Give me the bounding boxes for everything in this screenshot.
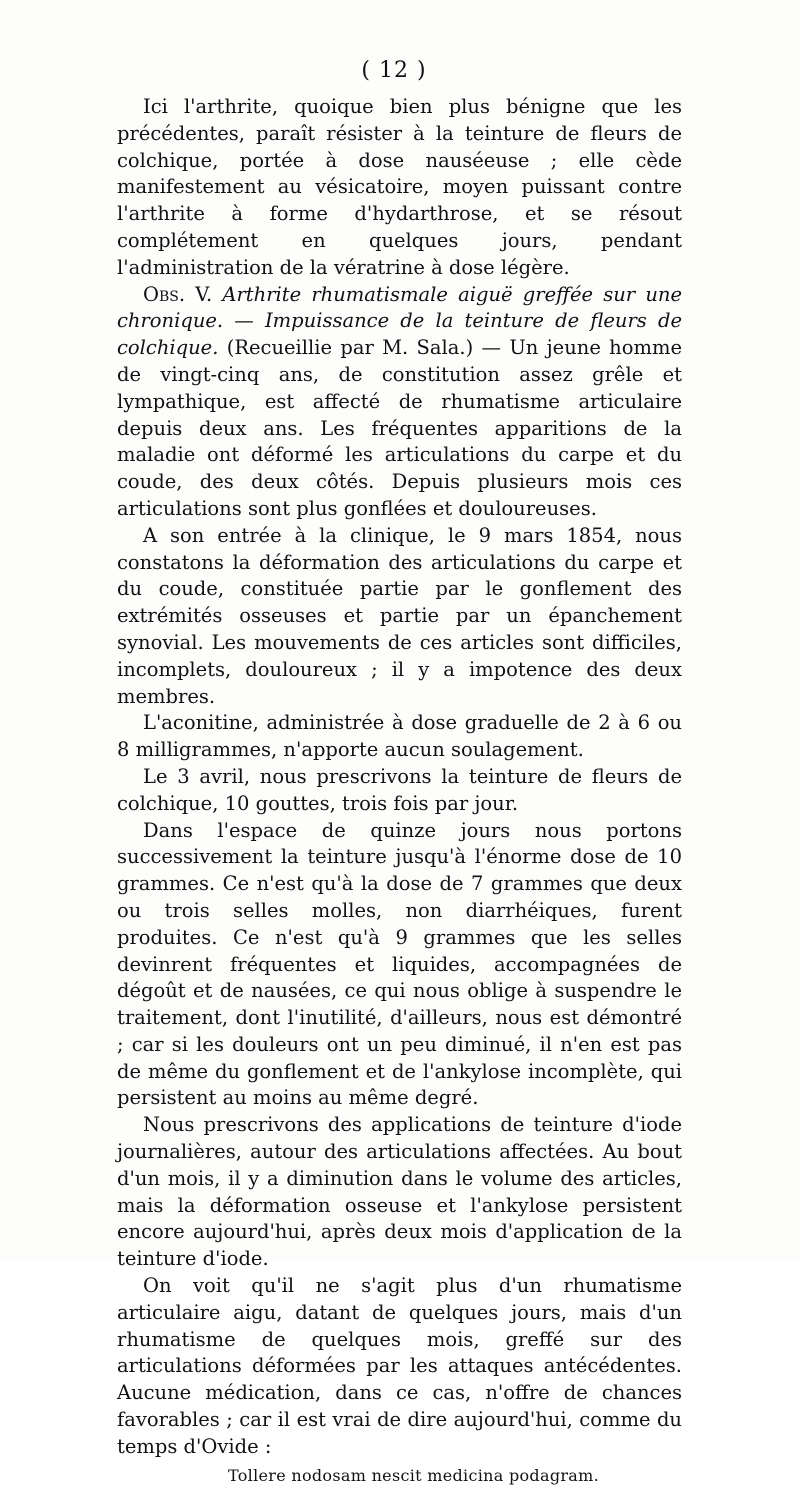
paragraph-4: L'aconitine, administrée à dose graduelle de 2 à 6 ou 8 milligrammes, n'apporte aucun soulagement. [117,711,682,762]
paragraph-6: Dans l'espace de quinze jours nous portons successivement la teinture jusqu'à l'énorme dose de 10 grammes. Ce n'est qu'à la dose de 7 grammes que deux ou trois selles molles, non diarrhéiques, furent produites. Ce n'est qu'à 9 grammes que les selles devinrent fréquentes et liquides, accompagnées de dégoût et de nausées, ce qui nous oblige à suspendre le traitement, dont l'inutilité, d'ailleurs, nous est démontré ; car si les douleurs ont un peu diminué, il n'en est pas de même du gonflement et de l'ankylose incomplète, qui persistent au moins au même degré. [117,818,682,1110]
paragraph-1: Ici l'arthrite, quoique bien plus bénigne que les précédentes, paraît résister à la teinture de fleurs de colchique, portée à dose nauséeuse ; elle cède manifestement au vésicatoire, moyen puissant contre l'arthrite à forme d'hydarthrose, et se résout complétement en quelques jours, pendant l'administration de la vératrine à dose légère. [117,95,682,279]
observation-label: Obs. V. [143,282,213,306]
observation-text: (Recueillie par M. Sala.) — Un jeune homme de vingt-cinq ans, de constitution assez grêle et lympathique, est affecté de rhumatisme articulaire depuis deux ans. Les fréquentes apparitions de la maladie ont déformé les articulations du carpe et du coude, des deux côtés. Depuis plusieurs mois ces articulations sont plus gonflées et douloureuses. [117,336,682,520]
observation-paragraph [117,282,682,523]
paragraph-7: Nous prescrivons des applications de teinture d'iode journalières, autour des articulations affectées. Au bout d'un mois, il y a diminution dans le volume des articles, mais la déformation osseuse et l'ankylose persistent encore aujourd'hui, après deux mois d'application de la teinture d'iode. [117,1113,682,1271]
paragraph-8: On voit qu'il ne s'agit plus d'un rhumatisme articulaire aigu, datant de quelques jours, mais d'un rhumatisme de quelques mois, greffé sur des articulations déformées par les attaques antécédentes. Aucune médication, dans ce cas, n'offre de chances favorables ; car il est vrai de dire aujourd'hui, comme du temps d'Ovide : [117,1274,682,1458]
paragraph-3: A son entrée à la clinique, le 9 mars 1854, nous constatons la déformation des articulations du carpe et du coude, constituée partie par le gonflement des extrémités osseuses et partie par un épanchement synovial. Les mouvements de ces articles sont difficiles, incomplets, douloureux ; il y a impotence des deux membres. [117,523,682,708]
observation-title: Arthrite rhumatismale aiguë greffée sur une chronique. — Impuissance de la teinture de fleurs de colchique. [117,282,683,360]
page-number: ( 12 ) [361,58,427,83]
body-text [117,94,682,1489]
paragraph-5: Le 3 avril, nous prescrivons la teinture de fleurs de colchique, 10 gouttes, trois fois par jour. [117,764,682,815]
latin-quote: Tollere nodosam nescit medicina podagram. [227,1465,600,1485]
